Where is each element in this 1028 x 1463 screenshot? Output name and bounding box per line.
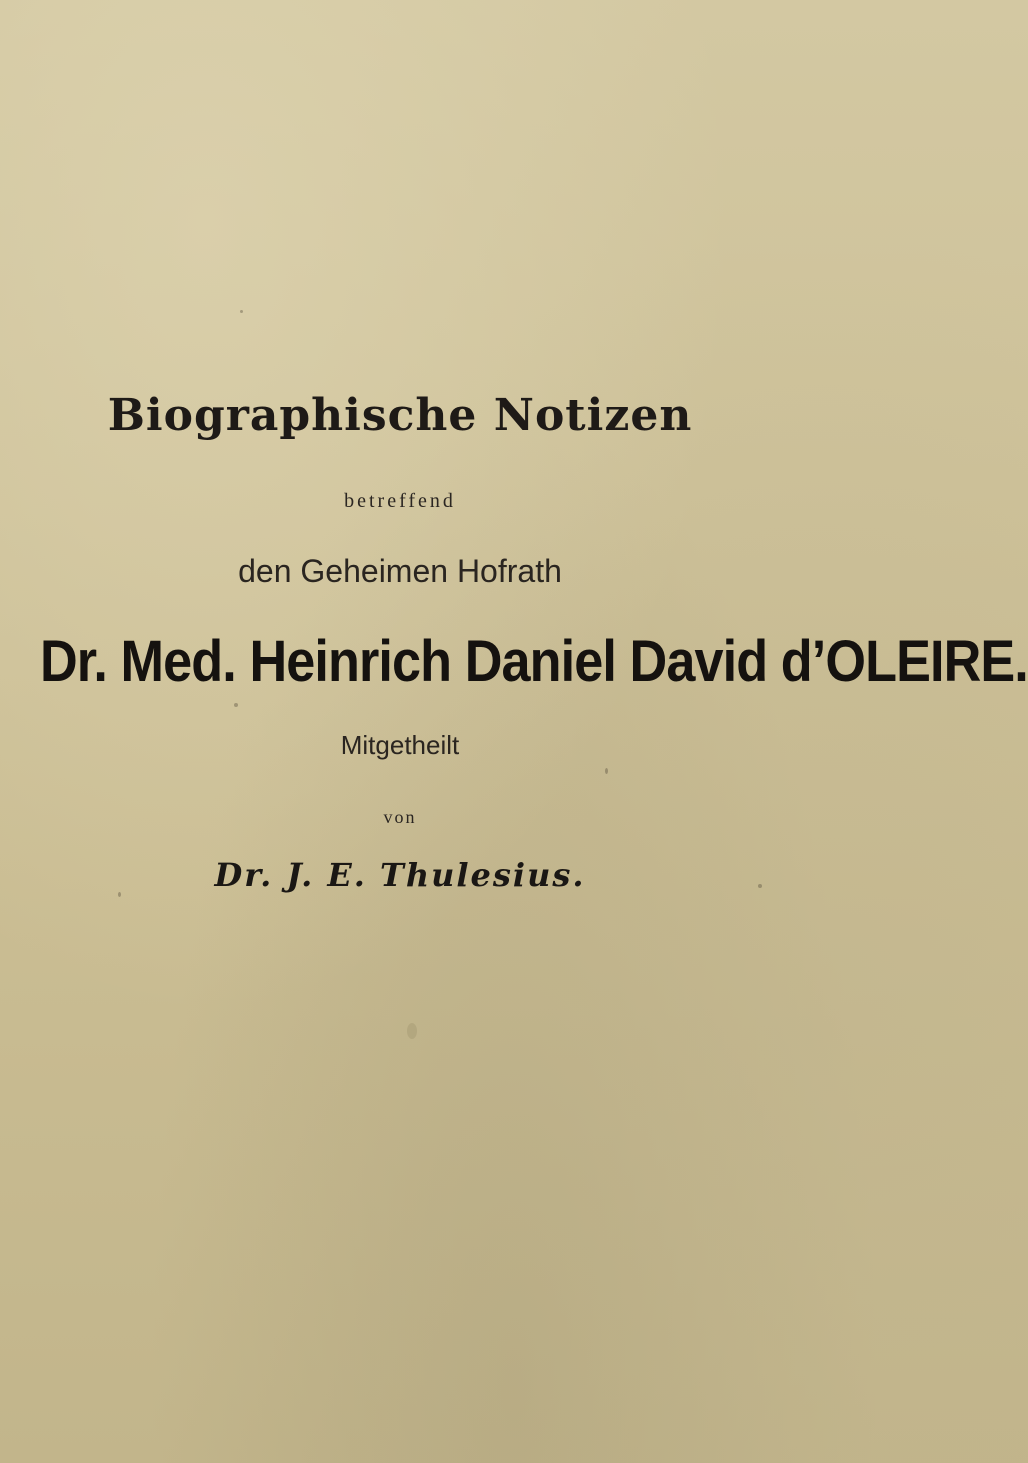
paper-speck: [605, 768, 608, 774]
subtitle-betreffend: betreffend: [344, 490, 456, 512]
subject-descriptor: den Geheimen Hofrath: [238, 553, 562, 589]
subject-name: Dr. Med. Heinrich Daniel David d’OLEIRE.: [40, 629, 1028, 694]
communicated-label: Mitgetheilt: [340, 730, 460, 760]
paper-speck: [240, 310, 243, 313]
author-name: Dr. J. E. Thulesius.: [214, 856, 586, 894]
paper-speck: [118, 892, 121, 897]
by-label: von: [383, 807, 417, 827]
paper-speck: [758, 884, 762, 888]
paper-speck: [234, 703, 238, 707]
document-title: Biographische Notizen: [107, 390, 693, 441]
paper-speck: [407, 1023, 417, 1039]
